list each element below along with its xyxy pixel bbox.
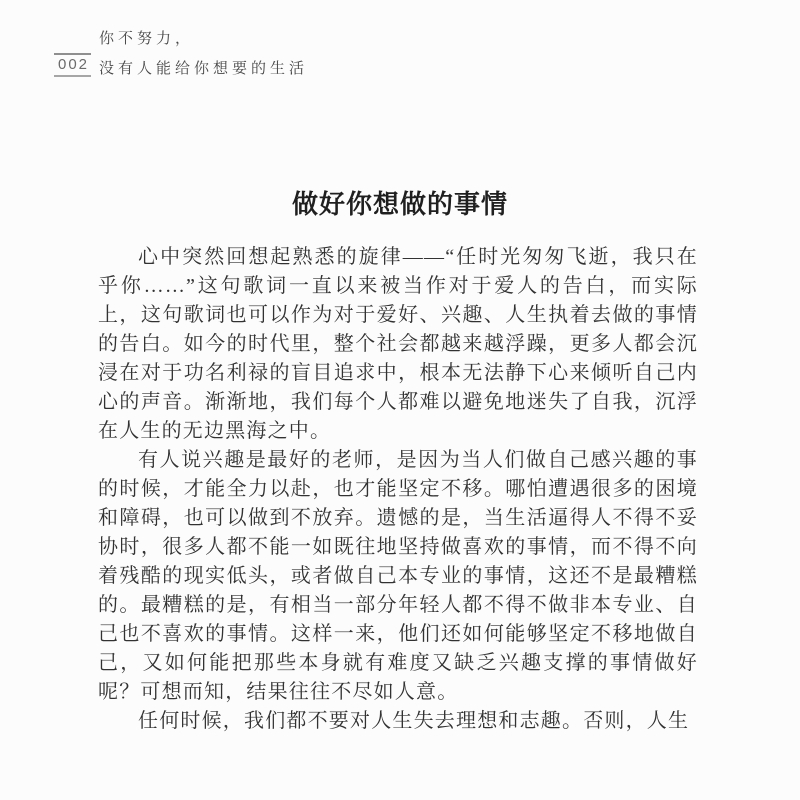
body-text xyxy=(98,243,698,736)
paragraph-3: 任何时候，我们都不要对人生失去理想和志趣。否则，人生 xyxy=(138,710,690,732)
paragraph-2: 有人说兴趣是最好的老师，是因为当人们做自己感兴趣的事的时候，才能全力以赴，也才能坚定不移。哪怕遭遇很多的困境和障碍，也可以做到不放弃。遗憾的是，当生活逼得人不得不妥协时，很多人都不能一如既往地坚持做喜欢的事情，而不得不向着残酷的现实低头，或者做自己本专业的事情，这还不是最糟糕的。最糟糕的是，有相当一部分年轻人都不得不做非本专业、自己也不喜欢的事情。这样一来，他们还如何能够坚定不移地做自己，又如何能把那些本身就有难度又缺乏兴趣支撑的事情做好呢？可想而知，结果往往不尽如人意。 xyxy=(98,449,698,703)
running-title-line2: 没有人能给你想要的生活 xyxy=(99,60,309,77)
chapter-title: 做好你想做的事情 xyxy=(291,189,508,219)
running-head xyxy=(99,24,308,84)
paragraph-1: 心中突然回想起熟悉的旋律——“任时光匆匆飞逝，我只在乎你……”这句歌词一直以来被当作对于爱人的告白，而实际上，这句歌词也可以作为对于爱好、兴趣、人生执着去做的事情的告白。如今的时代里，整个社会都越来越浮躁，更多人都会沉浸在对于功名利禄的盲目追求中，根本无法静下心来倾听自己内心的声音。渐渐地，我们每个人都难以避免地迷失了自我，沉浮在人生的无边黑海之中。 xyxy=(98,246,698,442)
page-number: 002 xyxy=(54,53,91,77)
running-title-line1: 你不努力， xyxy=(99,30,195,47)
